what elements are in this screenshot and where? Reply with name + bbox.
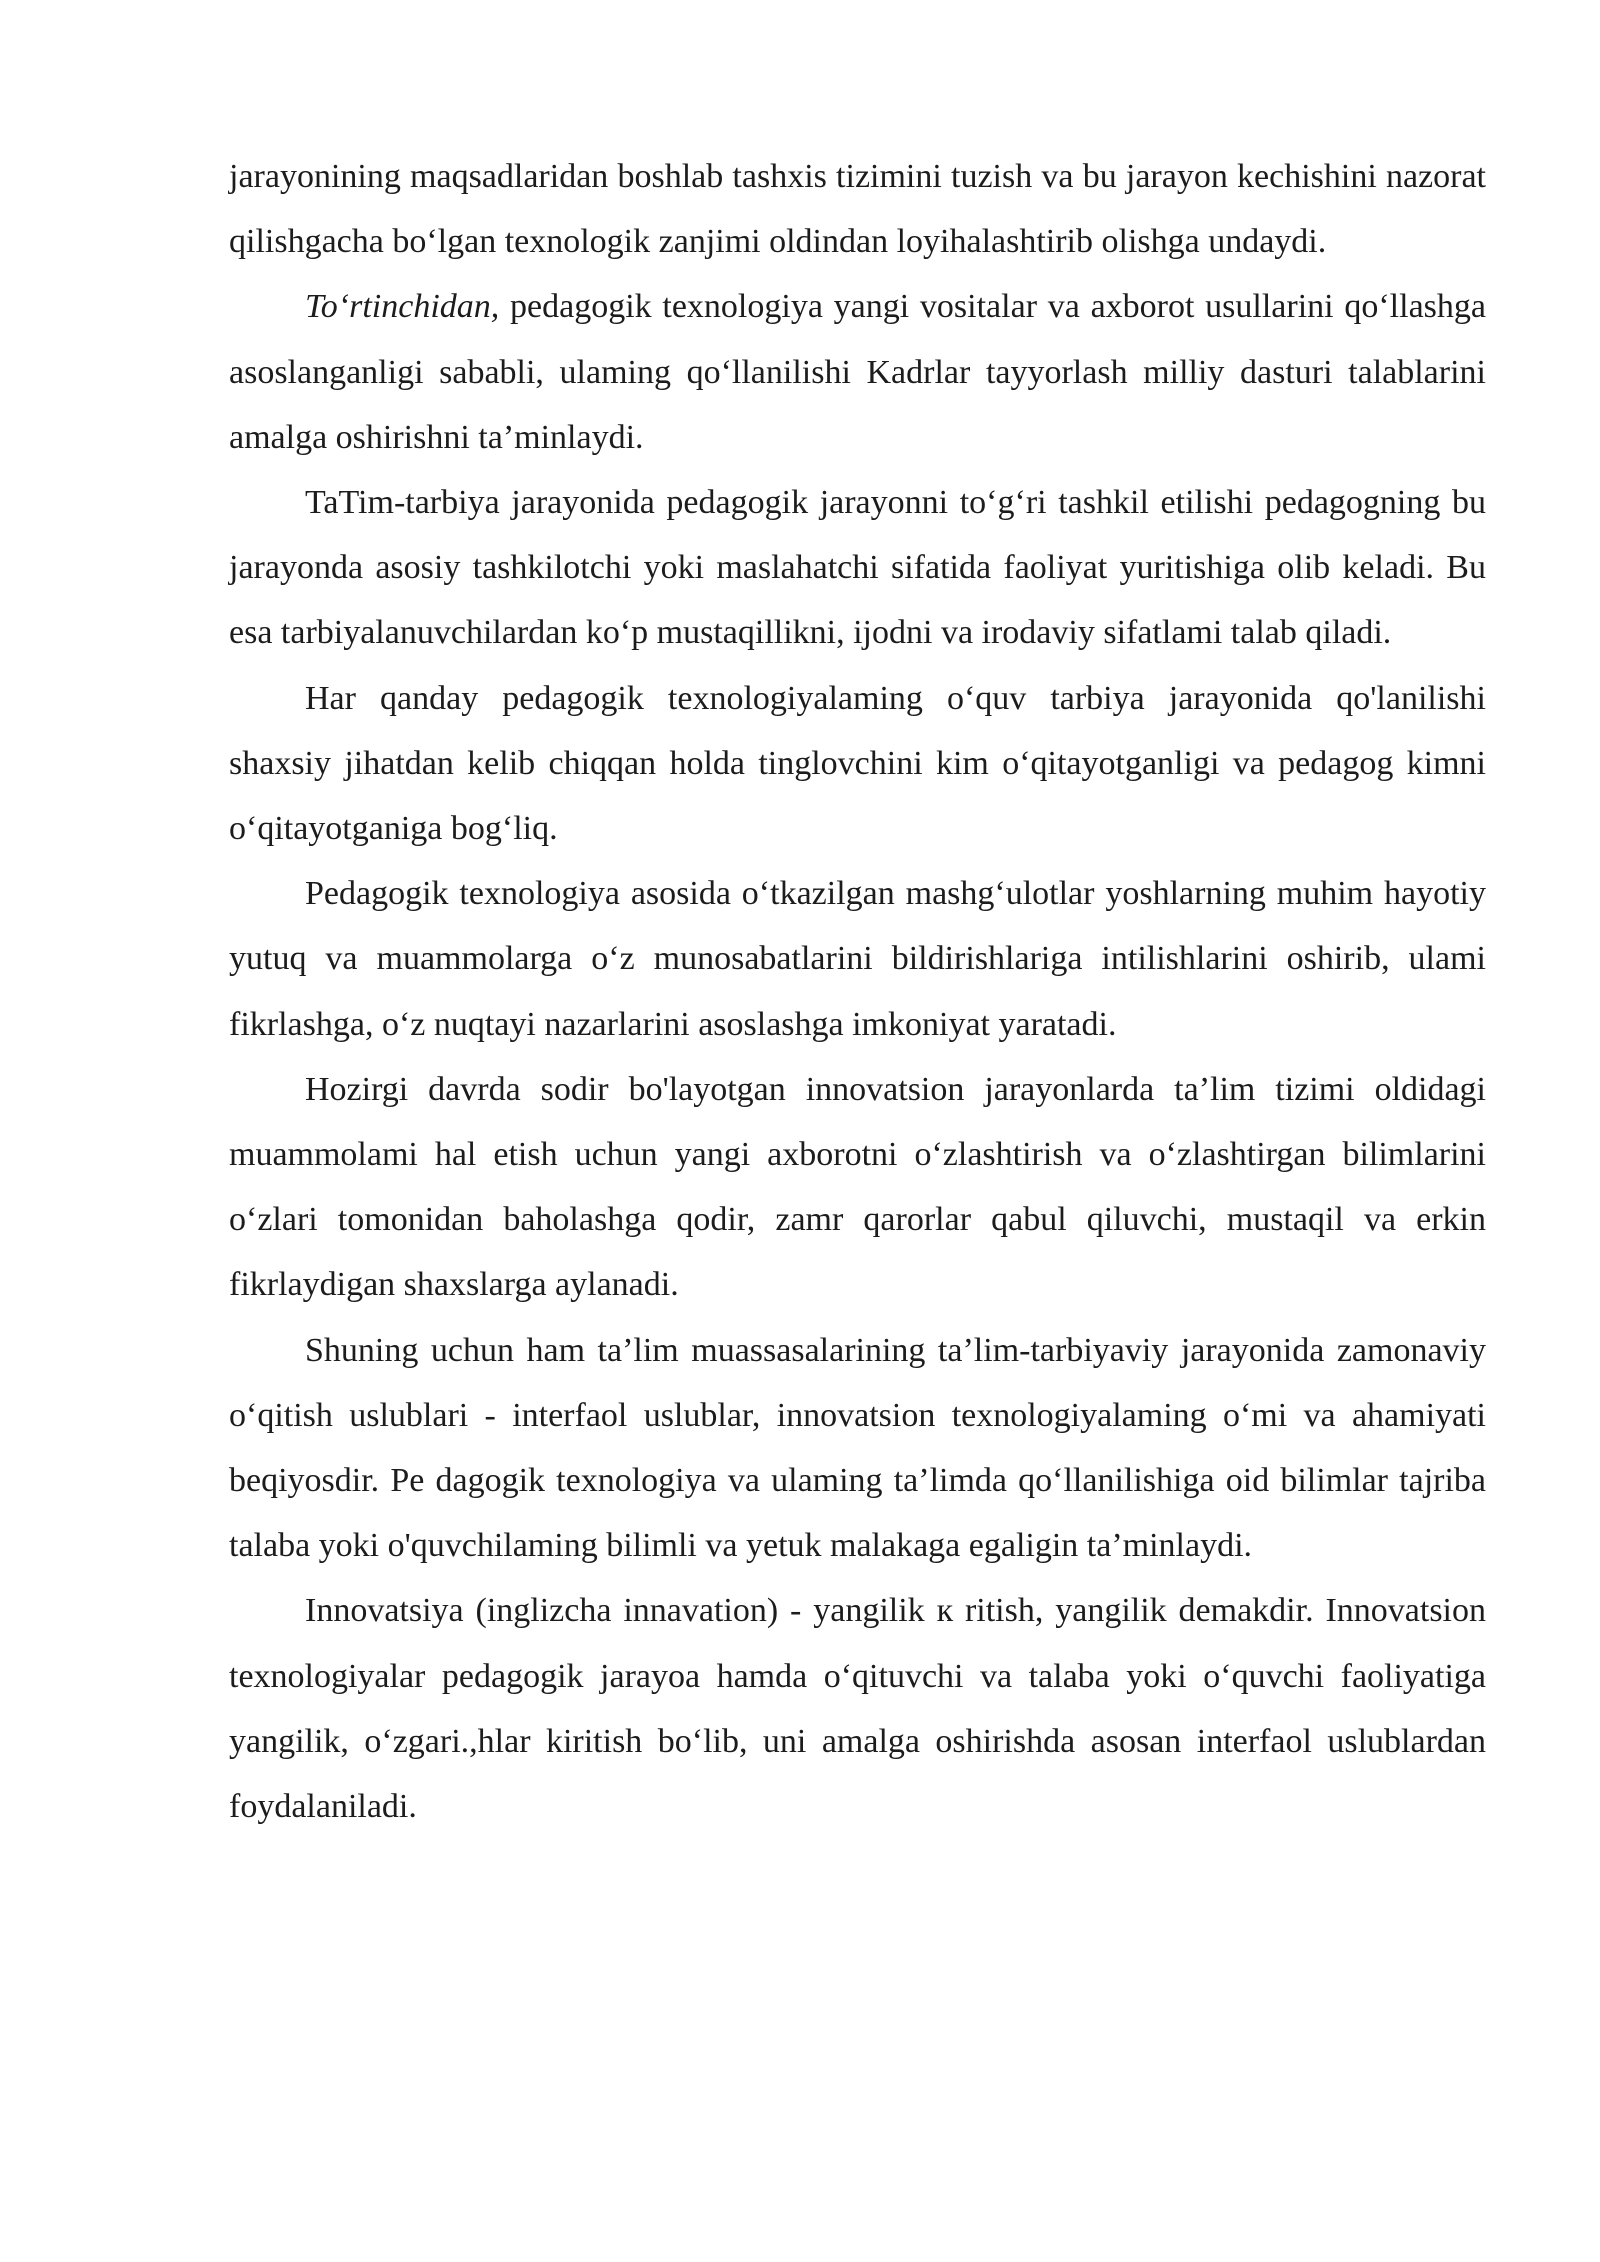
paragraph-3 (229, 470, 1486, 666)
paragraph-5 (229, 861, 1486, 1057)
paragraph-2-lead: To‘rtinchidan, (305, 288, 500, 326)
paragraph-7-text: Shuning uchun ham ta’lim muassasalarining ta’lim-tarbiyaviy jarayonida zamonaviy o‘qitish uslublari - interfaol uslublar, innovatsion texnologiyalaming o‘mi va ahamiyati beqiyosdir. Pe dagogik texnologiya va ulaming ta’limda qo‘llanilishiga oid bilimlar tajriba talaba yoki o'quvchilaming bilimli va yetuk malakaga egaligin ta’minlaydi. (229, 1331, 1486, 1565)
document-page (229, 144, 1486, 1839)
paragraph-5-text: Pedagogik texnologiya asosida o‘tkazilgan mashg‘ulotlar yoshlarning muhim hayotiy yutuq va muammolarga o‘z munosabatlarini bildirishlariga intilishlarini oshirib, ulami fikrlashga, o‘z nuqtayi nazarlarini asoslashga imkoniyat yaratadi. (229, 875, 1486, 1043)
paragraph-2-text: pedagogik texnologiya yangi vositalar va axborot usullarini qo‘llashga asoslanganligi sababli, ulaming qo‘llanilishi Kadrlar tayyorlash milliy dasturi talablarini amalga oshirishni ta’minlaydi. (229, 288, 1486, 456)
paragraph-4-text: Har qanday pedagogik texnologiyalaming o‘quv tarbiya jarayonida qo'lanilishi shaxsiy jihatdan kelib chiqqan holda tinglovchini kim o‘qitayotganligi va pedagog kimni o‘qitayotganiga bog‘liq. (229, 679, 1486, 848)
paragraph-6 (229, 1057, 1486, 1318)
paragraph-6-text: Hozirgi davrda sodir bo'layotgan innovatsion jarayonlarda ta’lim tizimi oldidagi muammolami hal etish uchun yangi axborotni o‘zlashtirish va o‘zlashtirgan bilimlarini o‘zlari tomonidan baholashga qodir, zamr qarorlar qabul qiluvchi, mustaqil va erkin fikrlaydigan shaxslarga aylanadi. (229, 1070, 1486, 1304)
paragraph-1 (229, 144, 1486, 274)
paragraph-1-text: jarayonining maqsadlaridan boshlab tashxis tizimini tuzish va bu jarayon kechishini nazorat qilishgacha bo‘lgan texnologik zanjimi oldindan loyihalashtirib olishga undaydi. (229, 158, 1486, 261)
paragraph-8 (229, 1578, 1486, 1839)
paragraph-8-text: Innovatsiya (inglizcha innavation) - yangilik к ritish, yangilik demakdir. Innovatsion texnologiyalar pedagogik jarayoa hamda o‘qituvchi va talaba yoki o‘quvchi faoliyatiga yangilik, o‘zgari.,hlar kiritish bo‘lib, uni amalga oshirishda asosan interfaol uslublardan foydalaniladi. (229, 1592, 1486, 1826)
paragraph-4 (229, 666, 1486, 862)
paragraph-7 (229, 1318, 1486, 1579)
paragraph-2 (229, 274, 1486, 470)
paragraph-3-text: TaTim-tarbiya jarayonida pedagogik jarayonni to‘g‘ri tashkil etilishi pedagogning bu jarayonda asosiy tashkilotchi yoki maslahatchi sifatida faoliyat yuritishiga olib keladi. Bu esa tarbiyalanuvchilardan ko‘p mustaqillikni, ijodni va irodaviy sifatlami talab qiladi. (229, 484, 1486, 652)
